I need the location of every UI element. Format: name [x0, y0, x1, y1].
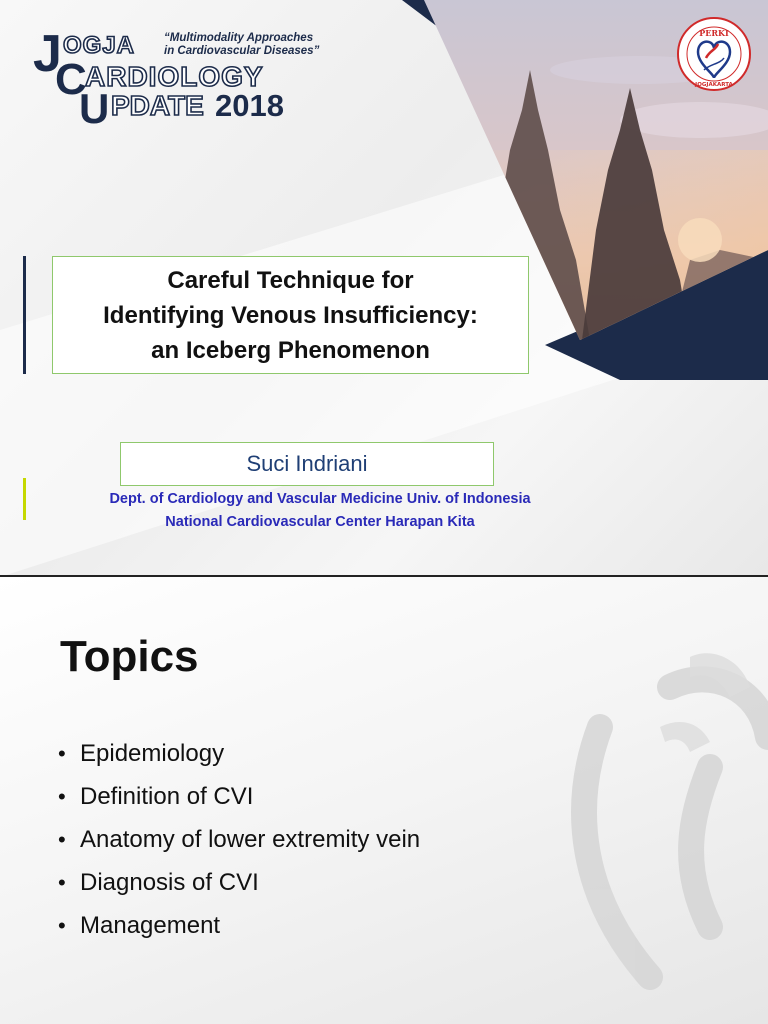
logo-letter-c: C: [55, 55, 87, 104]
logo-tagline: [164, 32, 334, 58]
perki-seal-icon: [676, 14, 752, 98]
logo-letter-j: J: [33, 25, 62, 83]
bullet-icon: •: [58, 827, 66, 852]
bullet-icon: •: [58, 913, 66, 938]
topics-list: [58, 732, 420, 947]
slide-title-line: an Iceberg Phenomenon: [151, 336, 430, 364]
slide-title-line: Identifying Venous Insufficiency:: [103, 301, 478, 329]
list-item-label: Epidemiology: [80, 740, 225, 767]
list-item-label: Diagnosis of CVI: [80, 869, 259, 896]
seal-lower-text: JOGJAKARTA: [695, 82, 733, 88]
logo-tagline-line: “Multimodality Approaches: [164, 32, 314, 44]
author-box: [120, 442, 494, 486]
affiliation: [40, 488, 600, 534]
slide-title-line: Careful Technique for: [167, 266, 414, 294]
bullet-icon: •: [58, 741, 66, 766]
list-item: [58, 818, 420, 861]
list-item-label: Management: [80, 912, 221, 939]
affiliation-accent-bar: [23, 478, 26, 520]
slide-title: [103, 263, 478, 368]
bullet-icon: •: [58, 784, 66, 809]
topics-slide: [0, 577, 768, 1024]
affiliation-line: Dept. of Cardiology and Vascular Medicine Univ. of Indonesia: [109, 491, 531, 507]
seal-center-text: PERKI: [699, 28, 729, 38]
title-box: [52, 256, 529, 374]
logo-year: 2018: [215, 88, 284, 123]
event-logo: [33, 25, 320, 132]
list-item-label: Anatomy of lower extremity vein: [80, 826, 421, 853]
list-item-label: Definition of CVI: [80, 783, 254, 810]
list-item: [58, 861, 420, 904]
logo-word-jogja: OGJA: [63, 32, 136, 59]
bullet-icon: •: [58, 870, 66, 895]
logo-tagline-line: in Cardiovascular Diseases”: [164, 45, 320, 57]
list-item: [58, 775, 420, 818]
logo-word-cardiology: ARDIOLOGY: [85, 61, 264, 92]
title-accent-bar: [23, 256, 26, 374]
affiliation-line: National Cardiovascular Center Harapan Kita: [165, 514, 475, 530]
topics-heading: Topics: [60, 632, 199, 681]
logo-letter-u: U: [79, 85, 110, 132]
list-item: [58, 732, 420, 775]
heart-watermark-icon: [560, 647, 768, 1024]
logo-word-update: PDATE: [111, 90, 204, 121]
author-name: Suci Indriani: [246, 451, 368, 476]
list-item: [58, 904, 420, 947]
